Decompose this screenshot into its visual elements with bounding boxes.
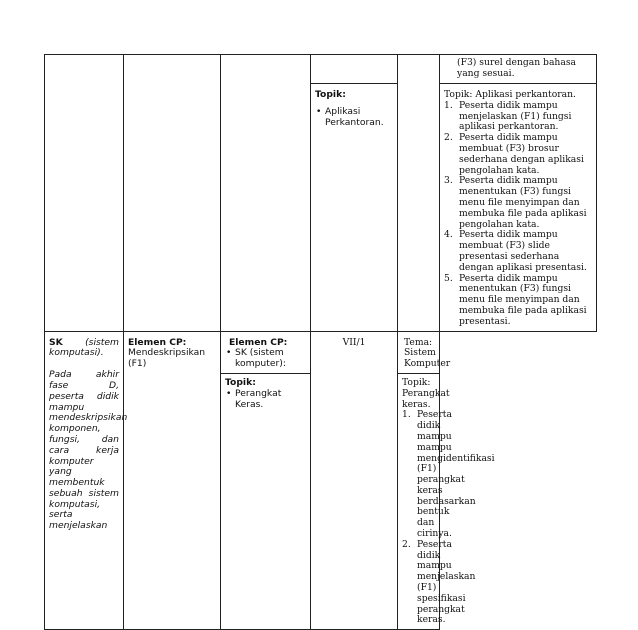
cell-topik-aplikasi	[311, 84, 398, 332]
list-item: 1. Peserta didik mampu menjelaskan (F1) fungsi aplikasi perkantoran.	[444, 99, 572, 133]
elemen-cp3-label: Elemen CP:	[229, 336, 288, 348]
cell-elemen-cp	[124, 331, 221, 630]
topik-label: Topik:	[315, 89, 346, 100]
sk-paren-cont: komputasi).	[49, 347, 104, 359]
sk-description: Pada akhir fase D, peserta didik mampu mendeskripsikan komponen, fungsi, dan cara kerja komputer yang membentuk sebuah sistem komputasi, serta menjelaskan	[49, 369, 128, 532]
elemen-cp3-item: • SK (sistem komputer):	[225, 348, 306, 370]
list-item: 4. Peserta didik mampu membuat (F3) slide presentasi sederhana dengan aplikasi presentasi.	[444, 229, 587, 273]
list-item: 2. Peserta didik mampu membuat (F3) brosur sederhana dengan aplikasi pengolahan kata.	[444, 132, 584, 176]
table-row	[45, 331, 597, 373]
elemen-cp-value: Mendeskripsikan (F1)	[128, 347, 206, 370]
cell-sk	[45, 331, 128, 630]
class-semester: VII/1	[342, 336, 366, 348]
cell-objectives-aplikasi	[440, 84, 597, 332]
cell-empty-col4-top	[311, 55, 398, 84]
cell-empty-col1	[45, 55, 124, 332]
cell-objectives-perangkat	[398, 373, 495, 629]
cell-empty-col2	[124, 55, 221, 332]
tema-text: Tema: Sistem Komputer	[404, 336, 451, 370]
cell-class-semester	[311, 331, 398, 630]
cell-empty-col5	[398, 55, 440, 332]
topik-item: • Aplikasi Perkantoran.	[315, 107, 393, 129]
list-item: 5. Peserta didik mampu menentukan (F3) fungsi menu file menyimpan dan membuka file pada aplikasi presentasi.	[444, 272, 587, 327]
topic-heading: Topik: Perangkat keras.	[402, 376, 450, 410]
sk-paren: (sistem	[85, 336, 119, 348]
list-item: 2. Peserta didik mampu menjelaskan (F1) spesifikasi perangkat keras.	[402, 538, 476, 626]
topik-label: Topik:	[225, 376, 256, 388]
topic-heading: Topik: Aplikasi perkantoran.	[444, 89, 576, 100]
list-item: 3. Peserta didik mampu menentukan (F3) fungsi menu file menyimpan dan membuka file pada aplikasi pengolahan kata.	[444, 175, 587, 230]
cell-empty-col3	[221, 55, 311, 332]
curriculum-table	[44, 54, 597, 630]
cell-continued-text	[440, 55, 597, 84]
cell-tema	[398, 331, 451, 373]
cell-elemen-cp-topic	[221, 331, 311, 373]
elemen-cp-label: Elemen CP:	[128, 336, 187, 348]
continued-text: (F3) surel dengan bahasa yang sesuai.	[457, 57, 577, 79]
table-row	[45, 55, 597, 84]
sk-label: SK	[49, 336, 63, 348]
list-item: 1. Peserta didik mampu mampu mengidentifikasi (F1) perangkat keras berdasarkan bentuk dan cirinya.	[402, 409, 495, 540]
cell-topik-perangkat	[221, 373, 311, 629]
topik-item: • Perangkat Keras.	[225, 389, 306, 411]
